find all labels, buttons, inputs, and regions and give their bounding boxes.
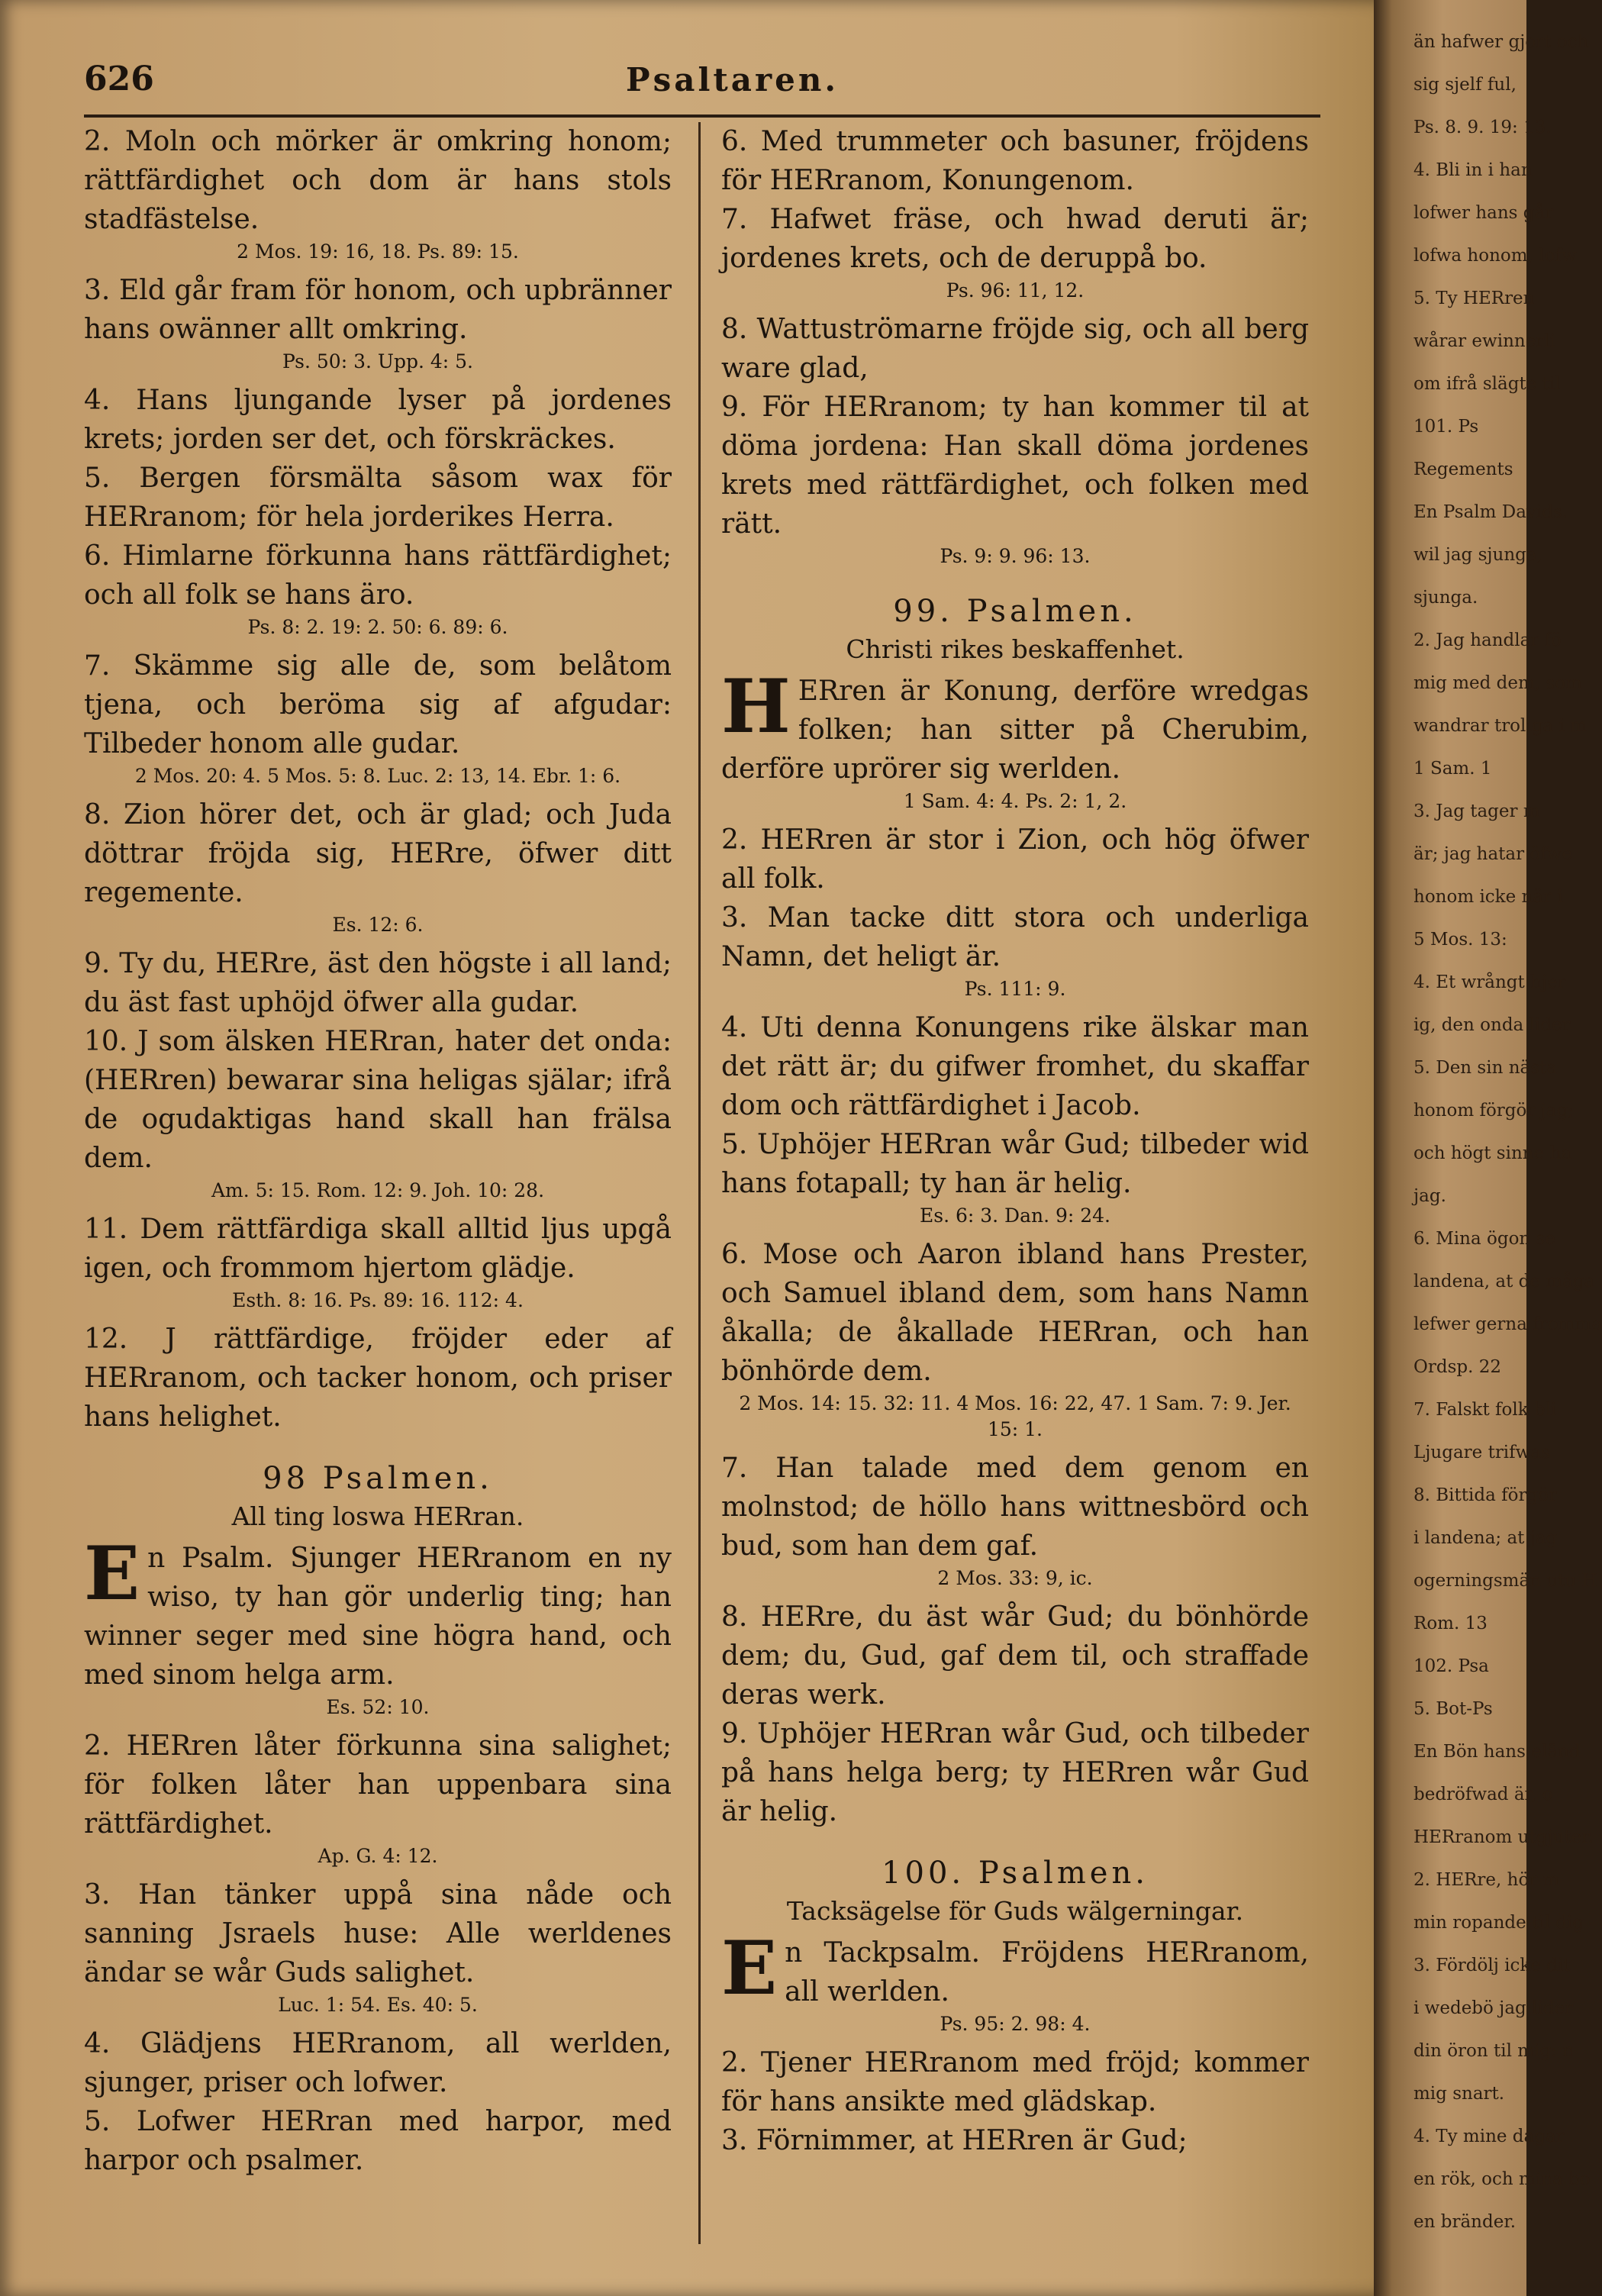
- next-page-line: honom icke när i: [1413, 887, 1563, 907]
- verse: 6. Med trummeter och basuner, fröjdens för HERranom, Konungenom.: [721, 126, 1309, 196]
- opening-verse-text: ERren är Konung, derföre wredgas folken; han sitter på Cherubim, derföre uprörer sig werlden.: [721, 676, 1309, 785]
- cross-reference: Es. 6: 3. Dan. 9: 24.: [919, 1204, 1111, 1227]
- next-page-line: 2. Jag handlar fö: [1413, 630, 1562, 650]
- next-page-line: En Psalm Davids.: [1413, 502, 1568, 522]
- page-number: 626: [84, 60, 154, 98]
- drop-cap: E: [84, 1530, 140, 1617]
- header-rule: [84, 114, 1320, 118]
- verse: 10. J som älsken HERran, hater det onda: (HERren) bewarar sina heligas själar; ifrå de ogudaktigas hand skall han frälsa dem.: [84, 1026, 672, 1174]
- psalm-heading: 100. Psalmen.: [882, 1856, 1149, 1891]
- psalm-heading: 99. Psalmen.: [893, 594, 1137, 629]
- next-page-line: jag.: [1413, 1186, 1446, 1206]
- verse: 3. Han tänker uppå sina nåde och sanning Jsraels huse: Alle werldenes ändar se wår Guds salighet.: [84, 1879, 672, 1988]
- next-page-line: än hafwer gjort och: [1413, 32, 1589, 52]
- next-page-line: 2. HERre, hör m: [1413, 1870, 1560, 1890]
- verse: 7. Hafwet fräse, och hwad deruti är; jordenes krets, och de deruppå bo.: [721, 204, 1309, 274]
- verse: 12. J rättfärdige, fröjder eder af HERranom, och tacker honom, och priser hans helighet.: [84, 1324, 672, 1433]
- verse: 5. Lofwer HERran med harpor, med harpor och psalmer.: [84, 2106, 672, 2176]
- next-page-line: Ps. 8. 9. 19: 13.: [1413, 118, 1552, 137]
- cross-reference: Ps. 95: 2. 98: 4.: [940, 2013, 1091, 2035]
- next-page-line: Rom. 13: [1413, 1614, 1488, 1633]
- verse: 8. Wattuströmarne fröjde sig, och all berg ware glad,: [721, 314, 1309, 384]
- next-page-line: 7. Falskt folk bli: [1413, 1400, 1557, 1420]
- verse: 2. Tjener HERranom med fröjd; kommer för hans ansikte med glädskap.: [721, 2047, 1309, 2117]
- next-page-line: om ifrå slägte til: [1413, 374, 1561, 394]
- cross-reference: Ps. 96: 11, 12.: [946, 279, 1085, 302]
- next-page-line: min ropande til dig: [1413, 1913, 1584, 1933]
- running-title: Psaltaren.: [626, 61, 840, 98]
- cross-reference: Es. 12: 6.: [332, 914, 424, 936]
- verse: 9. För HERranom; ty han kommer til at döma jordena: Han skall döma jordenes krets med rättfärdighet, och folken med rätt.: [721, 392, 1309, 540]
- next-page-line: lofwer hans går: [1413, 203, 1554, 223]
- cross-reference: Am. 5: 15. Rom. 12: 9. Joh. 10: 28.: [211, 1179, 545, 1201]
- cross-reference: Ps. 111: 9.: [964, 978, 1066, 1000]
- verse: 3. Man tacke ditt stora och underliga Namn, det heligt är.: [721, 902, 1309, 972]
- verse: 2. Moln och mörker är omkring honom; rättfärdighet och dom är hans stols stadfästelse.: [84, 126, 672, 235]
- verse: 4. Glädjens HERranom, all werlden, sjunger, priser och lofwer.: [84, 2028, 672, 2098]
- next-page-line: HERranom utgjuter.: [1413, 1827, 1594, 1847]
- verse: 7. Han talade med dem genom en molnstod; de höllo hans wittnesbörd och bud, som han dem gaf.: [721, 1453, 1309, 1562]
- next-page-line: landena, at de måga: [1413, 1272, 1595, 1292]
- next-page-line: lefwer gerna fromma: [1413, 1314, 1602, 1334]
- cross-reference: Luc. 1: 54. Es. 40: 5.: [278, 1994, 478, 2016]
- next-page-line: 101. Ps: [1413, 417, 1479, 437]
- next-page-line: lofwa honom, lofw: [1413, 246, 1577, 266]
- next-page-line: en bränder.: [1413, 2212, 1517, 2232]
- cross-reference: 2 Mos. 14: 15. 32: 11. 4 Mos. 16: 22, 47. 1 Sam. 7: 9. Jer. 15: 1.: [739, 1392, 1291, 1440]
- column-divider: [698, 122, 701, 2244]
- verse: 9. Uphöjer HERran wår Gud, och tilbeder på hans helga berg; ty HERren wår Gud är helig.: [721, 1718, 1309, 1827]
- page-header: [84, 60, 1320, 108]
- next-page-line: 5 Mos. 13:: [1413, 930, 1507, 950]
- next-page-line: sig sjelf ful,: [1413, 75, 1517, 95]
- next-page-line: 1 Sam. 1: [1413, 759, 1492, 779]
- next-page-line: ig, den onda lider: [1413, 1015, 1571, 1035]
- verse: 6. Himlarne förkunna hans rättfärdighet; och all folk se hans äro.: [84, 540, 672, 611]
- next-page-line: i wedebö jag lider: [1413, 1998, 1574, 2018]
- right-column: [721, 122, 1309, 2160]
- next-page-line: sjunga.: [1413, 588, 1478, 608]
- verse: 2. HERren låter förkunna sina salighet; för folken låter han uppenbara sina rättfärdighet.: [84, 1730, 672, 1840]
- next-page-line: 6. Mina ögon se: [1413, 1229, 1555, 1249]
- verse: 3. Förnimmer, at HERren är Gud;: [721, 2125, 1188, 2156]
- next-page-line: 5. Den sin nästa: [1413, 1058, 1557, 1078]
- next-page-line: En Bön hans eländ: [1413, 1742, 1581, 1762]
- cross-reference: 2 Mos. 20: 4. 5 Mos. 5: 8. Luc. 2: 13, 14. Ebr. 1: 6.: [134, 765, 621, 787]
- opening-verse-text: n Tackpsalm. Fröjdens HERranom, all werlden.: [785, 1937, 1309, 2007]
- verse: 11. Dem rättfärdiga skall alltid ljus upgå igen, och frommom hjertom glädje.: [84, 1214, 672, 1284]
- verse: 6. Mose och Aaron ibland hans Prester, och Samuel ibland dem, som hans Namn åkalla; de åkallade HERran, och han bönhörde dem.: [721, 1239, 1309, 1387]
- next-page-line: wårar ewinnerli: [1413, 331, 1556, 351]
- verse: 8. HERre, du äst wår Gud; du bönhörde dem; du, Gud, gaf dem til, och straffade deras werk.: [721, 1601, 1309, 1711]
- opening-verse: [721, 663, 1309, 788]
- verse: 2. HERren är stor i Zion, och hög öfwer all folk.: [721, 824, 1309, 895]
- cross-reference: 1 Sam. 4: 4. Ps. 2: 1, 2.: [903, 790, 1127, 812]
- next-page-line: 4. Ty mine dagar: [1413, 2127, 1565, 2146]
- next-page-line: 102. Psa: [1413, 1656, 1489, 1676]
- next-page-line: och högt sinne ha: [1413, 1143, 1572, 1163]
- verse: 5. Uphöjer HERran wår Gud; tilbeder wid hans fotapall; ty han är helig.: [721, 1129, 1309, 1199]
- cross-reference: Es. 52: 10.: [326, 1696, 430, 1718]
- psalm-heading: 98 Psalmen.: [263, 1461, 493, 1496]
- verse: 8. Zion hörer det, och är glad; och Juda döttrar fröjda sig, HERre, öfwer ditt regemente.: [84, 799, 672, 908]
- cross-reference: 2 Mos. 33: 9, ic.: [937, 1567, 1093, 1589]
- verse: 3. Eld går fram för honom, och upbränner hans owänner allt omkring.: [84, 275, 672, 345]
- next-page-line: mig snart.: [1413, 2084, 1505, 2104]
- verse: 4. Uti denna Konungens rike älskar man det rätt är; du gifwer fromhet, du skaffar dom och rättfärdighet i Jacob.: [721, 1012, 1309, 1121]
- next-page-line: 3. Fördölj icke dit: [1413, 1956, 1571, 1975]
- cross-reference: 2 Mos. 19: 16, 18. Ps. 89: 15.: [237, 240, 519, 263]
- next-page-line: Regements: [1413, 460, 1513, 479]
- drop-cap: H: [721, 663, 791, 750]
- drop-cap: E: [721, 1925, 778, 2011]
- next-page-line: 4. Bli in i han: [1413, 160, 1533, 180]
- next-page-line: ogerningsmän utu H: [1413, 1571, 1597, 1591]
- next-page-line: Ordsp. 22: [1413, 1357, 1501, 1377]
- next-page-line: en rök, och mina bo: [1413, 2169, 1591, 2189]
- next-page-line: mig med dem, som: [1413, 673, 1582, 693]
- cross-reference: Esth. 8: 16. Ps. 89: 16. 112: 4.: [232, 1289, 524, 1311]
- next-page-line: bedröfwad är, o: [1413, 1785, 1553, 1804]
- next-page-line: wil jag sjunga,: [1413, 545, 1542, 565]
- verse: 7. Skämme sig alle de, som belåtom tjena, och beröma sig af afgudar: Tilbeder honom alle gudar.: [84, 650, 672, 759]
- next-page-line: är; jag hatar öfwe: [1413, 844, 1573, 864]
- next-page-line: honom förgör jag;: [1413, 1101, 1574, 1121]
- psalm-subtitle: All ting loswa HERran.: [231, 1501, 524, 1531]
- cross-reference: Ps. 9: 9. 96: 13.: [940, 545, 1091, 567]
- verse: 4. Hans ljungande lyser på jordenes krets; jorden ser det, och förskräckes.: [84, 385, 672, 455]
- cross-reference: Ps. 50: 3. Upp. 4: 5.: [282, 350, 473, 372]
- next-page-line: 3. Jag tager m: [1413, 801, 1540, 821]
- cross-reference: Ap. G. 4: 12.: [317, 1845, 438, 1867]
- left-column: [84, 122, 672, 2180]
- psalm-subtitle: Christi rikes beskaffenhet.: [846, 634, 1185, 664]
- opening-verse: [721, 1925, 1309, 2011]
- opening-verse-text: n Psalm. Sjunger HERranom en ny wiso, ty han gör underlig ting; han winner seger med sine högra hand, och med sinom helga arm.: [84, 1543, 672, 1691]
- next-page-line: 4. Et wrångt hjer: [1413, 972, 1566, 992]
- cross-reference: Ps. 8: 2. 19: 2. 50: 6. 89: 6.: [247, 616, 508, 638]
- opening-verse: [84, 1530, 672, 1695]
- next-page-line: din öron til mig: n: [1413, 2041, 1575, 2061]
- next-page-line: wandrar troliga i m: [1413, 716, 1587, 736]
- next-page-line: 5. Ty HERren: [1413, 289, 1535, 308]
- next-page-edge: [1374, 0, 1602, 2296]
- psalm-subtitle: Tacksägelse för Guds wälgerningar.: [786, 1896, 1244, 1926]
- next-page-line: Ljugare trifwas: [1413, 1443, 1550, 1462]
- next-page-line: i landena; at jag: [1413, 1528, 1558, 1548]
- verse: 5. Bergen försmälta såsom wax för HERranom; för hela jorderikes Herra.: [84, 463, 672, 533]
- verse: 9. Ty du, HERre, äst den högste i all land; du äst fast uphöjd öfwer alla gudar.: [84, 948, 672, 1018]
- next-page-line: 5. Bot-Ps: [1413, 1699, 1493, 1719]
- next-page-line: 8. Bittida förgör: [1413, 1485, 1558, 1505]
